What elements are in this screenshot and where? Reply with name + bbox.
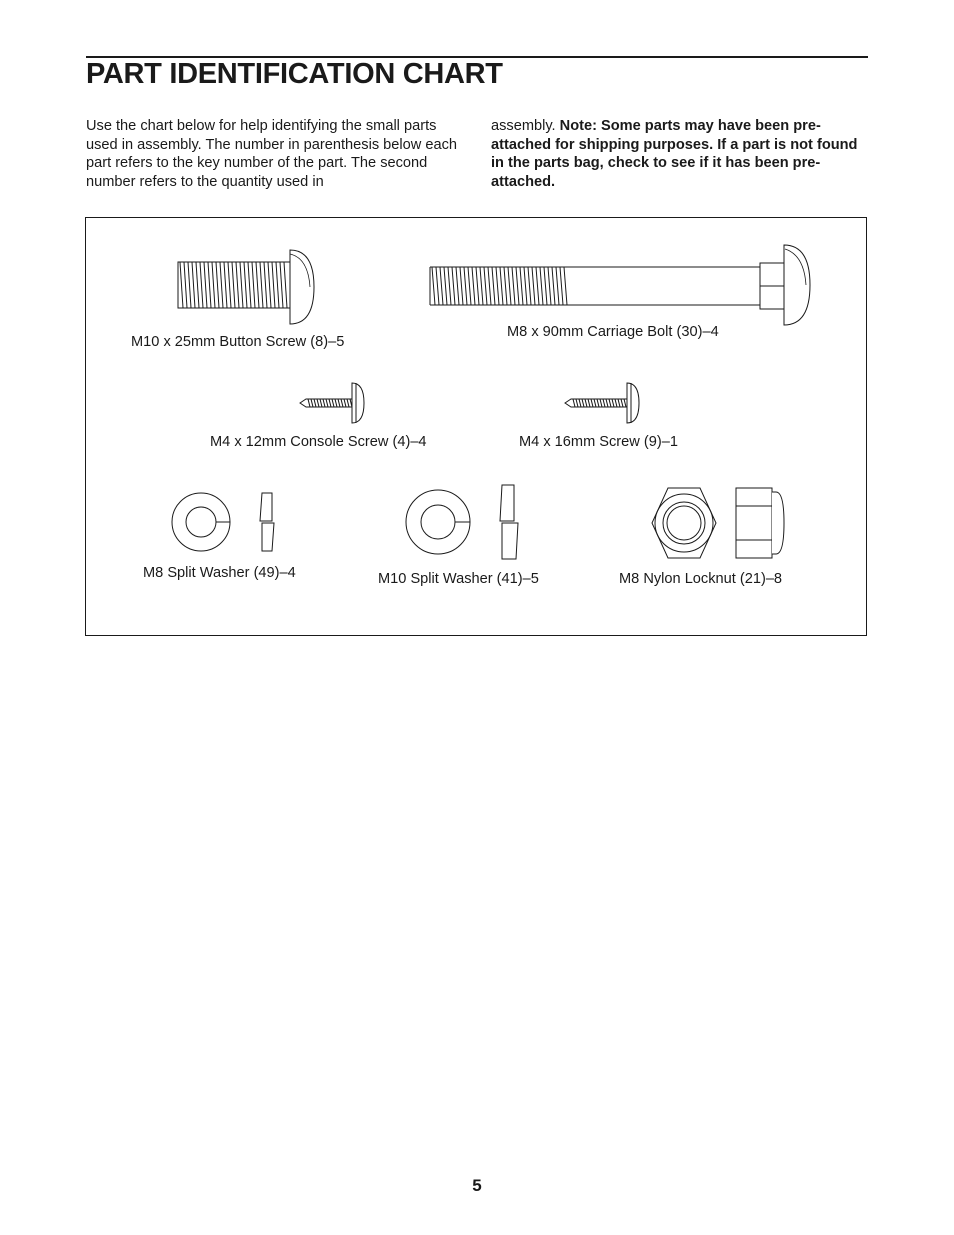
button-screw-illustration — [176, 248, 316, 326]
m8-split-washer-label: M8 Split Washer (49)–4 — [143, 565, 296, 581]
m4-screw-label: M4 x 16mm Screw (9)–1 — [519, 434, 678, 450]
nylon-locknut-label: M8 Nylon Locknut (21)–8 — [619, 571, 783, 587]
m10-split-washer-label: M10 Split Washer (41)–5 — [378, 571, 539, 587]
console-screw-label: M4 x 12mm Console Screw (4)–4 — [210, 434, 427, 450]
console-screw-illustration — [298, 381, 366, 425]
nylon-locknut-illustration — [650, 486, 786, 560]
m8-split-washer-illustration — [170, 491, 278, 553]
button-screw-label: M10 x 25mm Button Screw (8)–5 — [131, 334, 345, 350]
intro-text-right — [491, 117, 869, 191]
page-title: PART IDENTIFICATION CHART — [86, 58, 503, 90]
m10-split-washer-illustration — [404, 483, 522, 561]
intro-text-left: Use the chart below for help identifying the small parts used in assembly. The number in parenthesis below each part refers to the key number of the part. The second number refers to the quantity used in — [86, 118, 457, 190]
carriage-bolt-illustration — [428, 243, 812, 327]
carriage-bolt-label: M8 x 90mm Carriage Bolt (30)–4 — [507, 324, 719, 340]
m4-screw-illustration — [563, 381, 641, 425]
page-number: 5 — [472, 1176, 482, 1195]
intro-note: Note: Some parts may have been pre-attached for shipping purposes. If a part is not found in the parts bag, check to see if it has been pre-attached. — [491, 118, 858, 190]
intro-text-plain: assembly. — [491, 118, 560, 134]
